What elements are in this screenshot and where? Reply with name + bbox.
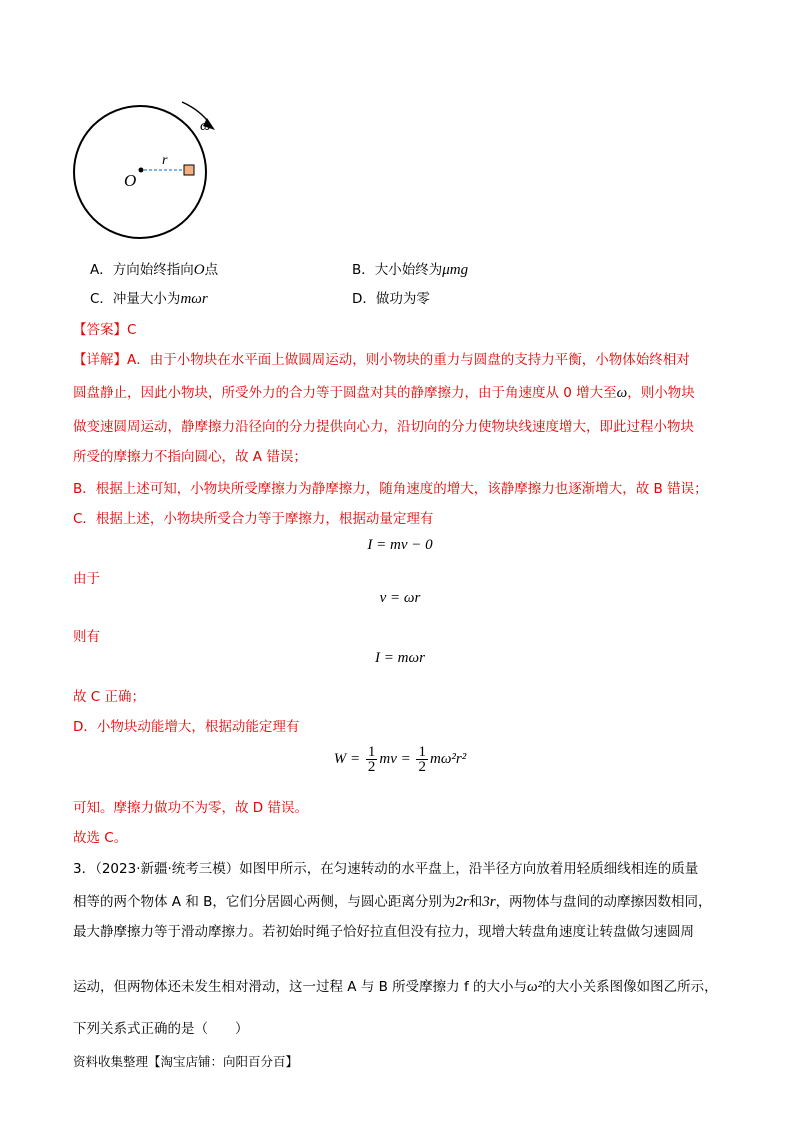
answer-label: 【答案】 <box>73 322 127 338</box>
question3-line4 <box>73 975 718 996</box>
option-c <box>90 287 208 308</box>
option-c-math: mωr <box>180 291 208 307</box>
detail-a-line4: 所受的摩擦力不指向圆心，故 A 错误； <box>73 449 307 465</box>
question3-omega-squared: ω² <box>527 979 543 995</box>
answer-line <box>73 318 136 338</box>
fraction-one-half-2: $\frac{1}{2}$ <box>418 744 426 775</box>
option-b <box>352 258 468 279</box>
option-a-math: O <box>193 262 205 278</box>
center-point <box>139 168 144 173</box>
question3-line2-post: ，两物体与盘间的动摩擦因数相同， <box>495 894 712 910</box>
question3-and: 和 <box>468 894 483 910</box>
fraction-one-half-1: $\frac{1}{2}$ <box>367 744 376 775</box>
detail-label: 【详解】 <box>73 352 127 368</box>
option-a <box>90 258 218 279</box>
detail-a-text1: A．由于小物块在水平面上做圆周运动，则小物块的重力与圆盘的支持力平衡，小物体始终相对 <box>127 352 690 368</box>
rotating-disk-figure <box>60 90 240 250</box>
detail-c-correct: 故 C 正确； <box>73 689 146 705</box>
detail-choose: 故选 C。 <box>73 830 128 846</box>
question3-line4-post: 的大小关系图像如图乙所示， <box>542 979 718 995</box>
equation-work-lhs: W = <box>333 750 361 767</box>
radius-label: r <box>162 153 168 168</box>
equation-impulse: I = mv − 0 <box>367 537 433 553</box>
center-label: O <box>124 171 137 190</box>
equation-impulse-result: I = mωr <box>375 650 425 666</box>
equation-work <box>0 745 800 774</box>
option-d: D．做功为零 <box>352 291 430 307</box>
detail-a-omega: ω <box>616 385 628 401</box>
detail-then: 则有 <box>73 629 100 645</box>
question3-2r: 2r <box>455 894 469 910</box>
option-c-text: C．冲量大小为 <box>90 291 181 307</box>
question3-line4-pre: 运动，但两物体还未发生相对滑动，这一过程 A 与 B 所受摩擦力 f 的大小与 <box>73 979 527 995</box>
detail-b-line: B．根据上述可知，小物块所受摩擦力为静摩擦力，随角速度的增大，该静摩擦力也逐渐增大，故 B 错误； <box>73 481 708 497</box>
option-b-math: μmg <box>442 262 469 278</box>
equation-velocity: v = ωr <box>379 590 421 606</box>
page-footer: 资料收集整理【淘宝店铺：向阳百分百】 <box>73 1054 299 1069</box>
detail-a-text2: 圆盘静止，因此小物块，所受外力的合力等于圆盘对其的静摩擦力，由于角速度从 0 增大至 <box>73 385 617 401</box>
small-block <box>184 165 194 175</box>
question3-line1: 3．（2023·新疆·统考三模）如图甲所示，在匀速转动的水平盘上，沿半径方向放着用轻质细线相连的质量 <box>73 861 699 877</box>
question3-line3: 最大静摩擦力等于滑动摩擦力。若初始时绳子恰好拉直但没有拉力，现增大转盘角速度让转盘做匀速圆周 <box>73 924 694 940</box>
detail-c-line: C．根据上述，小物块所受合力等于摩擦力，根据动量定理有 <box>73 511 434 527</box>
option-a-suffix: 点 <box>204 262 219 278</box>
question3-line2 <box>73 890 712 911</box>
detail-a-line3: 做变速圆周运动，静摩擦力沿径向的分力提供向心力，沿切向的分力使物块线速度增大，即此过程小物块 <box>73 419 694 435</box>
detail-a-text2-post: ，则小物块 <box>627 385 695 401</box>
detail-a-line1 <box>73 348 690 368</box>
option-a-text: A．方向始终指向 <box>90 262 194 278</box>
equation-work-tail: mω²r² <box>429 750 467 767</box>
equation-work-mid: mv = <box>379 750 411 767</box>
detail-a-line2 <box>73 381 695 402</box>
detail-since: 由于 <box>73 571 100 587</box>
question3-line2-pre: 相等的两个物体 A 和 B，它们分居圆心两侧，与圆心距离分别为 <box>73 894 456 910</box>
question3-line5: 下列关系式正确的是（ ） <box>73 1021 249 1037</box>
omega-label: ω <box>200 118 211 134</box>
detail-d-conclusion: 可知。摩擦力做功不为零，故 D 错误。 <box>73 800 308 816</box>
question3-3r: 3r <box>482 894 496 910</box>
option-b-text: B．大小始终为 <box>352 262 443 278</box>
detail-d-line: D．小物块动能增大，根据动能定理有 <box>73 719 300 735</box>
answer-value: C <box>127 322 137 338</box>
